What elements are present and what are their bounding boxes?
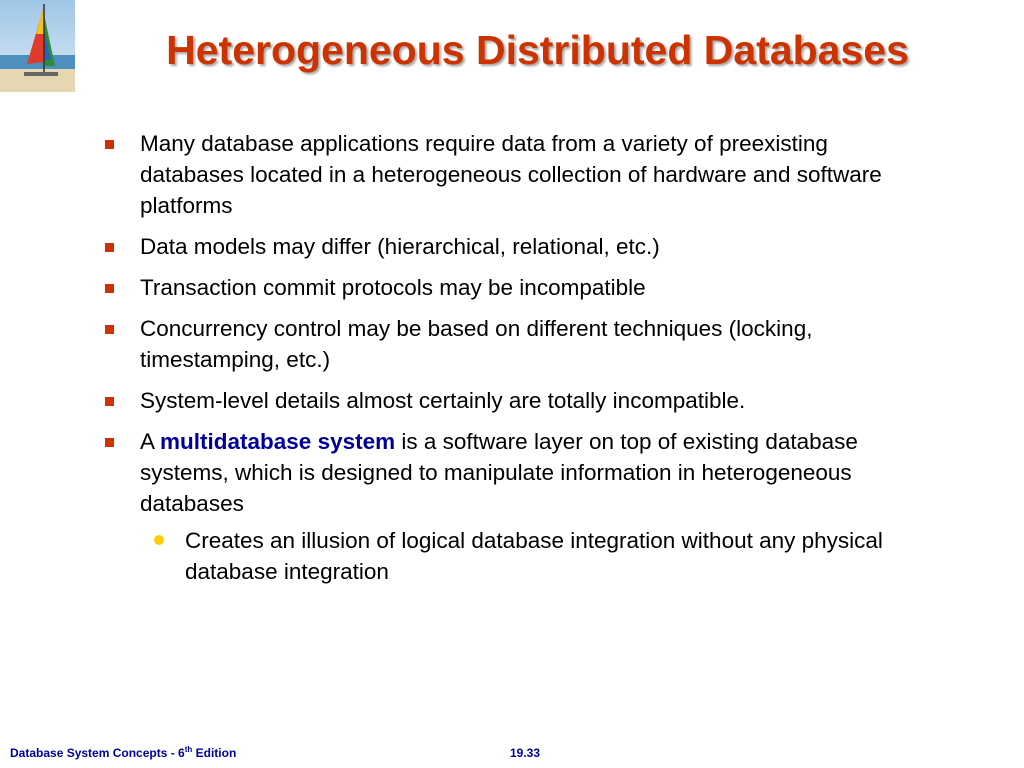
bullet-text: Transaction commit protocols may be incompatible [140,275,646,300]
bullet-text-rest: is a software layer on top of existing database systems, which is designed to manipulate information in heterogeneous databases [140,429,858,516]
square-bullet-icon [105,438,114,447]
bullet-item [100,385,930,416]
bullet-item [100,313,930,375]
bullet-text-prefix: A [140,429,161,454]
footer-page-number: 19.33 [510,746,541,760]
square-bullet-icon [105,243,114,252]
square-bullet-icon [105,284,114,293]
round-bullet-icon [154,535,164,545]
footer-book-title: Database System Concepts - 6th Edition [10,745,237,760]
sub-bullet-text: Creates an illusion of logical database integration without any physical database integration [185,528,883,584]
multidatabase-term: multidatabase system [160,429,396,454]
bullet-item-multidatabase [100,426,930,519]
bullet-text: Data models may differ (hierarchical, relational, etc.) [140,234,660,259]
bullet-text: Concurrency control may be based on different techniques (locking, timestamping, etc.) [140,316,813,372]
bullet-text: System-level details almost certainly are totally incompatible. [140,388,746,413]
square-bullet-icon [105,397,114,406]
bullet-item [100,272,930,303]
bullet-text: Many database applications require data from a variety of preexisting databases located in a heterogeneous collection of hardware and software platforms [140,131,882,218]
square-bullet-icon [105,140,114,149]
slide-body [100,128,930,587]
bullet-item [100,128,930,221]
bullet-item [100,231,930,262]
square-bullet-icon [105,325,114,334]
slide-title: Heterogeneous Distributed Databases [166,27,909,73]
sub-bullet-item [100,525,930,587]
